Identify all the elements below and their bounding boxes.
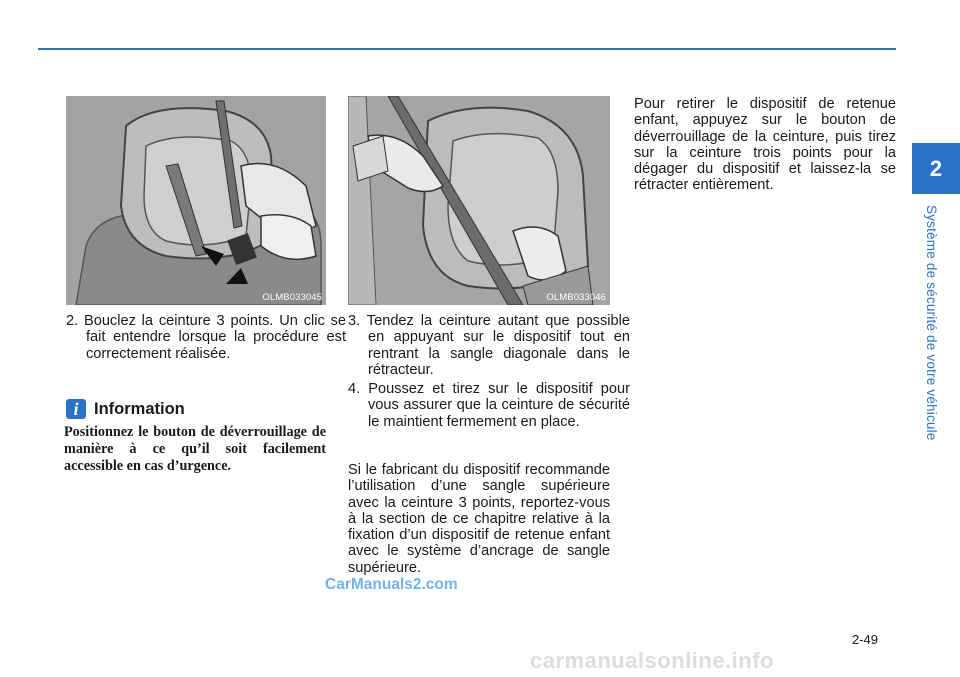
figure-tighten-seatbelt (348, 96, 610, 305)
manufacturer-paragraph: Si le fabricant du dispositif recommande l’utilisation d’une sangle supérieure avec la ceinture 3 points, reportez-vous à la section de ce chapitre relative à la fixation d’un dispositif de retenue enfant avec le système d’ancrage de sangle supérieure. (348, 462, 610, 576)
illustration-child-seat-buckling (66, 96, 326, 305)
page-number: 2-49 (852, 632, 879, 647)
removal-paragraph: Pour retirer le dispositif de retenue enfant, appuyez sur le bouton de déverrouillage de la ceinture, puis tirez sur la ceinture trois points pour la dégager du dispositif et laissez-la se rétracter entièrement. (634, 96, 896, 194)
watermark-link[interactable]: CarManuals2.com (325, 576, 458, 593)
information-body: Positionnez le bouton de déverrouillage de manière à ce qu’il soit facilement accessible en cas d’urgence. (64, 424, 326, 475)
info-icon: i (66, 399, 86, 419)
figure-code: OLMB033045 (262, 292, 322, 303)
step-2: 2. Bouclez la ceinture 3 points. Un clic se fait entendre lorsque la procédure est correctement réalisée. (66, 313, 346, 362)
header-rule (38, 48, 896, 50)
information-title: Information (94, 399, 185, 418)
footer-watermark: carmanualsonline.info (530, 648, 774, 673)
illustration-child-seat-tightening (348, 96, 610, 305)
figure-buckle-seatbelt (66, 96, 326, 305)
chapter-number-tab[interactable]: 2 (912, 143, 960, 194)
figure-code: OLMB033046 (546, 292, 606, 303)
chapter-title: Système de sécurité de votre véhicule (924, 205, 940, 441)
step-3: 3. Tendez la ceinture autant que possible en appuyant sur le dispositif tout en rentrant la sangle diagonale dans le rétracteur. (348, 313, 630, 378)
step-4: 4. Poussez et tirez sur le dispositif pour vous assurer que la ceinture de sécurité le maintient fermement en place. (348, 381, 630, 430)
information-header (66, 399, 185, 419)
